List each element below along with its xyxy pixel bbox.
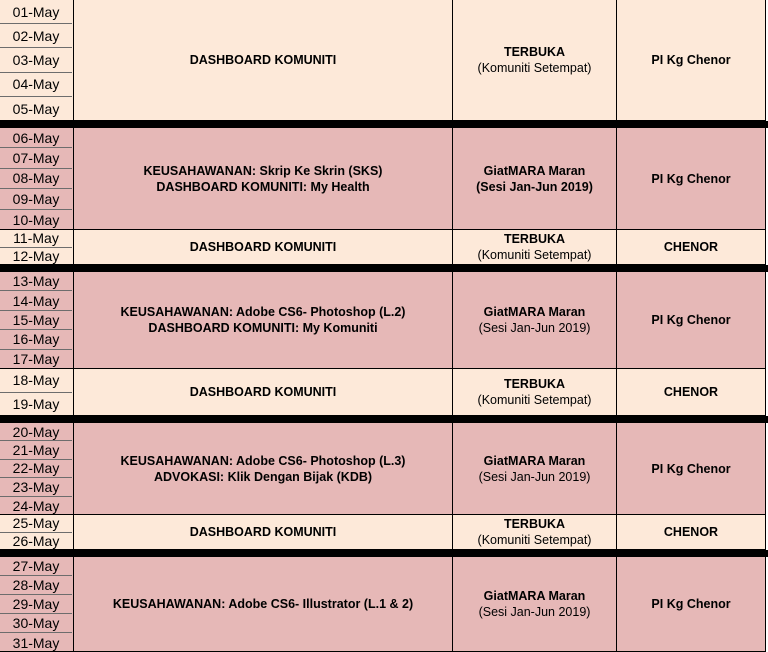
row-separator	[0, 121, 768, 128]
row-separator	[0, 265, 768, 272]
date-cell: 21-May	[0, 441, 72, 459]
schedule-row	[0, 369, 766, 416]
activity-cell	[73, 515, 452, 549]
venue-name: GiatMARA Maran	[483, 453, 586, 468]
date-column	[0, 0, 73, 120]
activity-line: DASHBOARD KOMUNITI	[189, 385, 337, 399]
date-cell: 29-May	[0, 595, 72, 614]
date-column	[0, 557, 73, 651]
date-cell: 22-May	[0, 460, 72, 478]
activity-line: KEUSAHAWANAN: Skrip Ke Skrin (SKS)	[143, 163, 383, 178]
date-cell: 14-May	[0, 291, 72, 310]
schedule-row	[0, 0, 766, 121]
date-column	[0, 423, 73, 514]
date-cell: 09-May	[0, 189, 72, 209]
venue-cell	[452, 128, 616, 229]
schedule-row	[0, 230, 766, 265]
schedule-row	[0, 128, 766, 230]
date-cell: 02-May	[0, 24, 72, 48]
venue-name: TERBUKA	[503, 232, 566, 246]
date-cell: 25-May	[0, 515, 72, 533]
date-cell: 17-May	[12, 351, 60, 368]
venue-name: GiatMARA Maran	[483, 163, 586, 178]
activity-line: DASHBOARD KOMUNITI	[189, 53, 337, 67]
date-cell: 20-May	[0, 423, 72, 441]
location-cell: PI Kg Chenor	[616, 557, 766, 651]
date-column	[0, 128, 73, 229]
schedule-row	[0, 515, 766, 550]
venue-cell	[452, 230, 616, 264]
venue-cell	[452, 423, 616, 514]
date-cell: 04-May	[0, 73, 72, 97]
venue-session: (Komuniti Setempat)	[477, 248, 592, 262]
date-cell: 06-May	[0, 128, 72, 148]
activity-line: DASHBOARD KOMUNITI	[189, 525, 337, 539]
date-cell: 27-May	[0, 557, 72, 576]
date-cell: 19-May	[12, 396, 60, 413]
date-cell: 11-May	[0, 230, 72, 248]
venue-session: (Sesi Jan-Jun 2019)	[478, 605, 591, 619]
schedule-row	[0, 557, 766, 652]
date-column	[0, 230, 73, 264]
location-cell: PI Kg Chenor	[616, 0, 766, 120]
venue-name: TERBUKA	[503, 517, 566, 531]
venue-cell	[452, 515, 616, 549]
venue-session: (Sesi Jan-Jun 2019)	[476, 179, 593, 194]
date-cell: 07-May	[0, 148, 72, 168]
activity-cell	[73, 230, 452, 264]
venue-session: (Sesi Jan-Jun 2019)	[478, 469, 591, 484]
venue-cell	[452, 0, 616, 120]
activity-line: DASHBOARD KOMUNITI: My Health	[156, 179, 370, 194]
venue-cell	[452, 272, 616, 368]
activity-cell	[73, 369, 452, 415]
date-cell: 05-May	[12, 100, 60, 117]
venue-name: TERBUKA	[503, 377, 566, 391]
venue-cell	[452, 557, 616, 651]
activity-cell	[73, 423, 452, 514]
date-cell: 18-May	[0, 369, 72, 393]
venue-cell	[452, 369, 616, 415]
activity-cell	[73, 0, 452, 120]
activity-cell	[73, 557, 452, 651]
venue-name: GiatMARA Maran	[483, 305, 586, 319]
date-cell: 12-May	[12, 248, 60, 265]
date-cell: 28-May	[0, 576, 72, 595]
date-column	[0, 369, 73, 415]
venue-name: TERBUKA	[503, 45, 566, 59]
date-cell: 08-May	[0, 169, 72, 189]
date-cell: 01-May	[0, 0, 72, 24]
date-cell: 10-May	[12, 211, 60, 228]
activity-line: KEUSAHAWANAN: Adobe CS6- Photoshop (L.3)	[120, 453, 406, 468]
row-separator	[0, 416, 768, 423]
venue-name: GiatMARA Maran	[483, 589, 586, 603]
location-cell: PI Kg Chenor	[616, 272, 766, 368]
date-cell: 03-May	[0, 48, 72, 72]
venue-session: (Komuniti Setempat)	[477, 393, 592, 407]
location-cell: CHENOR	[616, 230, 766, 264]
date-cell: 23-May	[0, 478, 72, 496]
date-cell: 30-May	[0, 614, 72, 633]
date-cell: 13-May	[0, 272, 72, 291]
activity-cell	[73, 128, 452, 229]
date-column	[0, 515, 73, 549]
activity-cell	[73, 272, 452, 368]
activity-line: DASHBOARD KOMUNITI: My Komuniti	[148, 321, 378, 335]
activity-line: DASHBOARD KOMUNITI	[189, 240, 337, 254]
date-cell: 26-May	[12, 533, 60, 550]
row-separator	[0, 550, 768, 557]
location-cell: CHENOR	[616, 369, 766, 415]
venue-session: (Komuniti Setempat)	[477, 61, 592, 75]
venue-session: (Komuniti Setempat)	[477, 533, 592, 547]
activity-line: ADVOKASI: Klik Dengan Bijak (KDB)	[153, 469, 373, 484]
location-cell: PI Kg Chenor	[616, 128, 766, 229]
location-cell: PI Kg Chenor	[616, 423, 766, 514]
activity-line: KEUSAHAWANAN: Adobe CS6- Illustrator (L.1 & 2)	[112, 597, 414, 611]
activity-line: KEUSAHAWANAN: Adobe CS6- Photoshop (L.2)	[120, 305, 406, 319]
date-cell: 31-May	[12, 634, 60, 651]
schedule-row	[0, 272, 766, 369]
date-cell: 24-May	[12, 497, 60, 514]
location-cell: CHENOR	[616, 515, 766, 549]
venue-session: (Sesi Jan-Jun 2019)	[478, 321, 591, 335]
date-column	[0, 272, 73, 368]
date-cell: 15-May	[0, 311, 72, 330]
date-cell: 16-May	[0, 330, 72, 349]
schedule-row	[0, 423, 766, 515]
